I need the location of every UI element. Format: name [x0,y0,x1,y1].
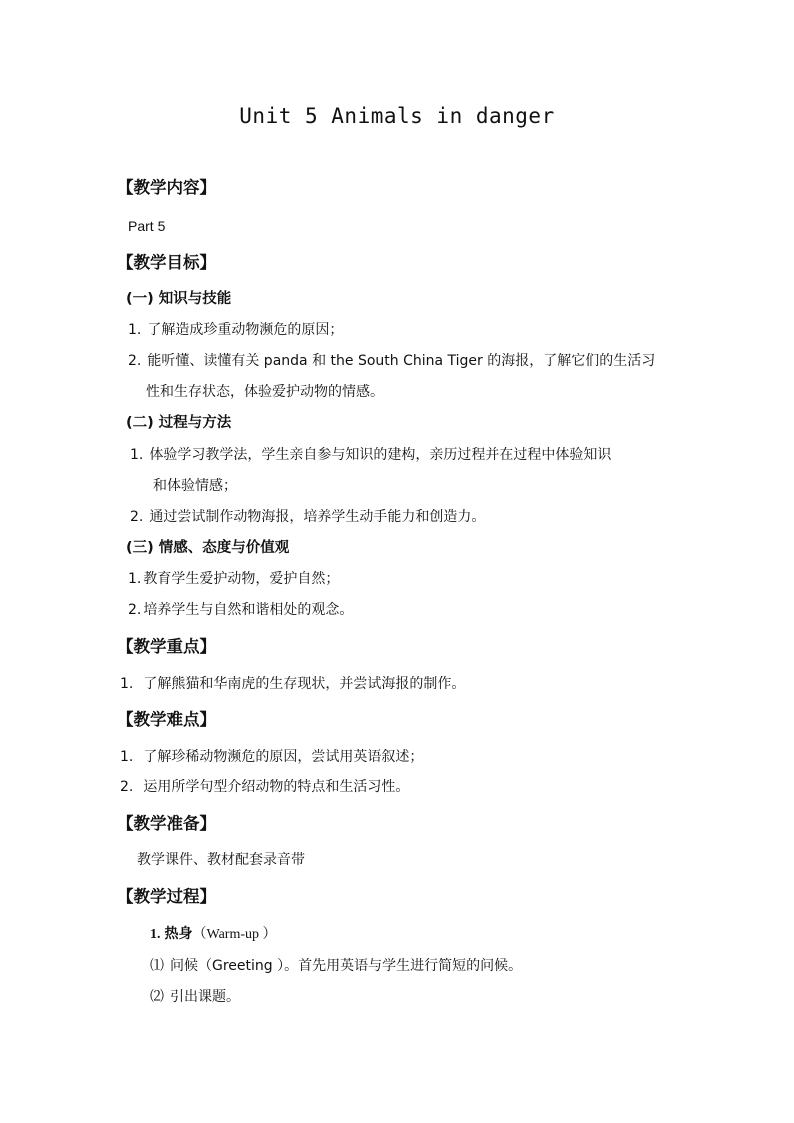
list-item [120,780,409,794]
list-item-continuation: 和体验情感； [153,478,237,494]
list-item-text: 了解珍稀动物濒危的原因，尝试用英语叙述； [143,749,424,765]
process-step-number: 1. [150,927,161,942]
list-item-number: 2. [128,602,142,618]
list-item [128,572,339,586]
process-heading: 【教学过程】 [117,887,216,906]
list-item-number: 2. [130,509,144,525]
list-item [120,677,465,691]
list-item-number: ⑴ [150,958,164,974]
list-item-text: 引出课题。 [170,989,240,1005]
list-item [120,750,423,764]
preparation-text: 教学课件、教材配套录音带 [137,852,305,868]
list-item [130,448,611,462]
goal-section-heading: (三) 情感、态度与价值观 [126,540,290,556]
difficulties-heading: 【教学难点】 [117,710,216,729]
process-step [150,927,277,942]
teaching-goals-heading: 【教学目标】 [117,253,216,272]
process-step-title: 热身 [164,926,193,942]
list-item-text: 培养学生与自然和谐相处的观念。 [143,602,354,618]
list-item-text: 通过尝试制作动物海报，培养学生动手能力和创造力。 [149,509,486,525]
goal-section-heading: (一) 知识与技能 [126,291,232,307]
list-item-number: 1. [130,447,144,463]
list-item-text: 运用所学句型介绍动物的特点和生活习性。 [143,779,410,795]
list-item-number: 2. [120,779,134,795]
process-step-english: （Warm-up ） [192,927,277,942]
list-item [130,510,485,524]
list-item [150,990,240,1004]
document-title: Unit 5 Animals in danger [239,104,555,128]
list-item-number: 1. [128,322,142,338]
list-item-number: 1. [128,571,142,587]
preparation-heading: 【教学准备】 [117,814,216,833]
list-item [128,354,655,368]
list-item-text: 问候（Greeting ）。首先用英语与学生进行简短的问候。 [170,958,523,974]
list-item-text: 了解造成珍重动物濒危的原因； [147,322,344,338]
list-item [128,603,353,617]
goal-section-heading: (二) 过程与方法 [126,415,232,431]
list-item-number: 1. [120,676,134,692]
list-item-number: ⑵ [150,989,164,1005]
list-item [128,323,343,337]
list-item-number: 2. [128,353,142,369]
teaching-content-heading: 【教学内容】 [117,178,216,197]
list-item-text: 体验学习教学法，学生亲自参与知识的建构，亲历过程并在过程中体验知识 [149,447,612,463]
teaching-content-text: Part 5 [128,218,166,234]
list-item [150,959,522,973]
list-item-continuation: 性和生存状态，体验爱护动物的情感。 [146,384,384,400]
list-item-number: 1. [120,749,134,765]
key-points-heading: 【教学重点】 [117,637,216,656]
list-item-text: 教育学生爱护动物，爱护自然； [143,571,340,587]
list-item-text: 了解熊猫和华南虎的生存现状，并尝试海报的制作。 [143,676,466,692]
list-item-text: 能听懂、读懂有关 panda 和 the South China Tiger 的海报，了解它们的生活习 [147,353,656,369]
